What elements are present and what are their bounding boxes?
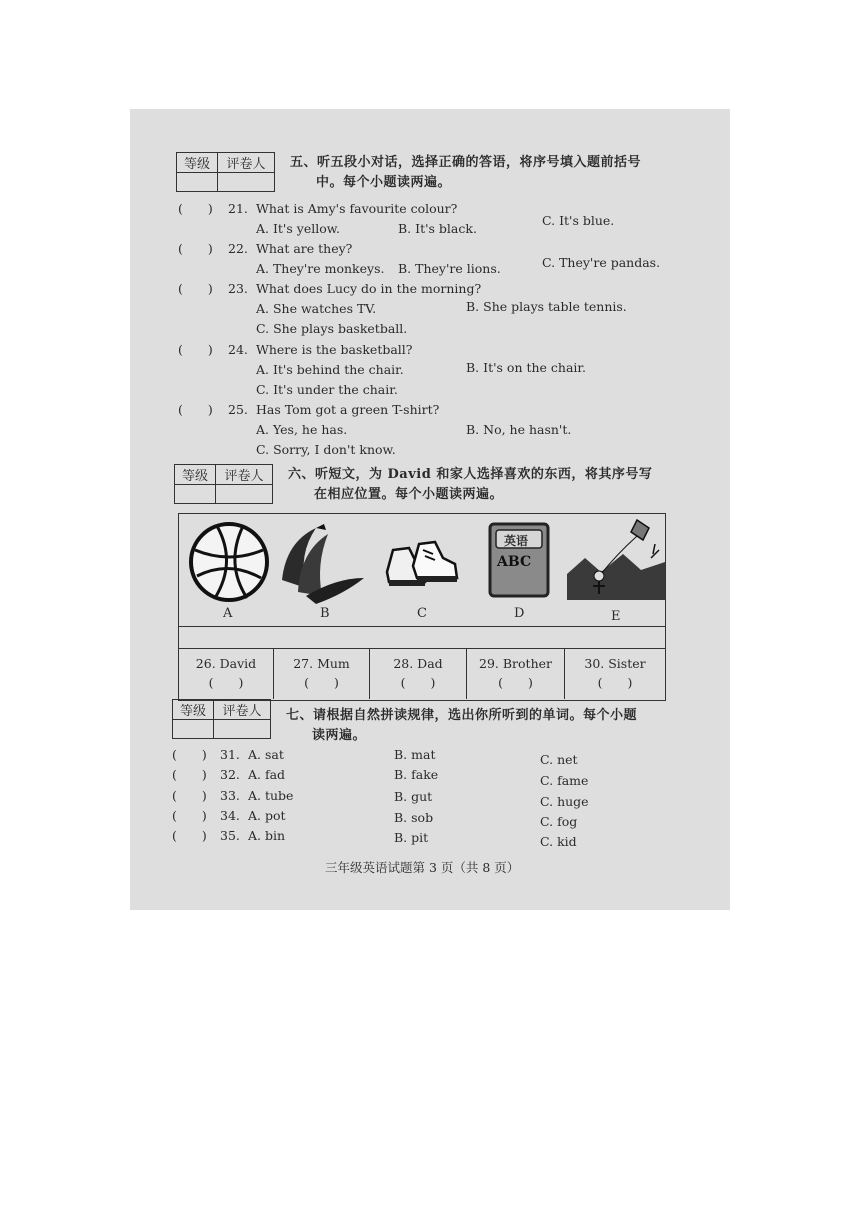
basketball-icon: [187, 520, 271, 604]
grade-box-7: [172, 699, 271, 739]
q22-question: What are they?: [256, 241, 353, 256]
q32-number: 32.: [220, 767, 240, 782]
q34-option-c: C. fog: [540, 814, 578, 829]
shoes-icon: [383, 536, 463, 596]
grade-cell: [175, 485, 216, 504]
q34-number: 34.: [220, 808, 240, 823]
grade-label: 等级: [177, 153, 218, 173]
picture-a: [179, 514, 276, 626]
q23-option-a: A. She watches TV.: [256, 301, 377, 316]
q21-number: 21.: [228, 201, 248, 216]
section7-title: [286, 706, 637, 746]
q31-option-b: B. mat: [394, 747, 436, 762]
family-dad-label: 28. Dad: [393, 656, 443, 671]
picture-table-gap: [179, 626, 665, 649]
grader-cell: [214, 720, 271, 739]
section6-title: [288, 465, 652, 505]
family-sister-label: 30. Sister: [584, 656, 646, 671]
q25-bracket[interactable]: ( ): [178, 402, 213, 417]
q23-option-c: C. She plays basketball.: [256, 321, 408, 336]
section7-title-line2: 读两遍。: [312, 728, 367, 743]
q34-option-a: A. pot: [248, 808, 286, 823]
picture-d: [470, 514, 567, 626]
q25-option-b: B. No, he hasn't.: [466, 422, 572, 437]
q25-option-a: A. Yes, he has.: [256, 422, 348, 437]
q32-option-c: C. fame: [540, 773, 589, 788]
grader-label: 评卷人: [218, 153, 275, 173]
picture-c: [373, 514, 470, 626]
q33-option-b: B. gut: [394, 789, 433, 804]
q23-question: What does Lucy do in the morning?: [256, 281, 482, 296]
book-cover-abc: ABC: [497, 554, 532, 570]
q23-number: 23.: [228, 281, 248, 296]
family-brother-answer[interactable]: ( ): [498, 675, 533, 690]
picture-row: [179, 514, 665, 627]
grade-label: 等级: [173, 700, 214, 720]
q25-option-c: C. Sorry, I don't know.: [256, 442, 396, 457]
q33-number: 33.: [220, 788, 240, 803]
q21-option-c: C. It's blue.: [542, 213, 615, 228]
q35-number: 35.: [220, 828, 240, 843]
page-footer: 三年级英语试题第 3 页（共 8 页）: [325, 860, 520, 875]
q21-question: What is Amy's favourite colour?: [256, 201, 458, 216]
exam-page: [130, 109, 730, 910]
family-sister: [565, 649, 665, 699]
q32-option-b: B. fake: [394, 767, 439, 782]
q21-option-a: A. It's yellow.: [256, 221, 340, 236]
q24-number: 24.: [228, 342, 248, 357]
q33-bracket[interactable]: ( ): [172, 788, 207, 803]
q24-bracket[interactable]: ( ): [178, 342, 213, 357]
q21-bracket[interactable]: ( ): [178, 201, 213, 216]
q31-option-c: C. net: [540, 752, 578, 767]
section5-title-line1: 五、听五段小对话，选择正确的答语，将序号填入题前括号: [290, 155, 642, 170]
grade-cell: [173, 720, 214, 739]
q34-option-b: B. sob: [394, 810, 434, 825]
q35-option-b: B. pit: [394, 830, 429, 845]
section7-title-line1: 七、请根据自然拼读规律，选出你所听到的单词。每个小题: [286, 708, 638, 723]
q24-option-a: A. It's behind the chair.: [256, 362, 404, 377]
picture-table: [178, 513, 666, 701]
picture-b-letter: B: [320, 606, 330, 621]
picture-c-letter: C: [417, 606, 427, 621]
q23-bracket[interactable]: ( ): [178, 281, 213, 296]
picture-e-letter: E: [611, 609, 621, 624]
q22-option-a: A. They're monkeys.: [256, 261, 385, 276]
q35-bracket[interactable]: ( ): [172, 828, 207, 843]
grade-cell: [177, 173, 218, 192]
kite-icon: [567, 514, 665, 606]
q31-bracket[interactable]: ( ): [172, 747, 207, 762]
grade-label: 等级: [175, 465, 216, 485]
family-sister-answer[interactable]: ( ): [597, 675, 633, 690]
q22-bracket[interactable]: ( ): [178, 241, 213, 256]
family-dad: [370, 649, 467, 699]
q24-option-b: B. It's on the chair.: [466, 360, 586, 375]
grade-box-6: [174, 464, 273, 504]
picture-b: [276, 514, 373, 626]
section6-title-line2: 在相应位置。每个小题读两遍。: [314, 487, 504, 502]
grader-label: 评卷人: [214, 700, 271, 720]
family-david: [179, 649, 274, 699]
q31-option-a: A. sat: [248, 747, 284, 762]
q25-number: 25.: [228, 402, 248, 417]
family-mum: [274, 649, 370, 699]
q35-option-a: A. bin: [248, 828, 286, 843]
q34-bracket[interactable]: ( ): [172, 808, 207, 823]
picture-e: [567, 514, 665, 626]
q32-bracket[interactable]: ( ): [172, 767, 207, 782]
q33-option-a: A. tube: [248, 788, 294, 803]
q24-question: Where is the basketball?: [256, 342, 413, 357]
grader-cell: [216, 485, 273, 504]
q35-option-c: C. kid: [540, 834, 577, 849]
q22-option-c: C. They're pandas.: [542, 255, 661, 270]
q24-option-c: C. It's under the chair.: [256, 382, 398, 397]
family-dad-answer[interactable]: ( ): [400, 675, 436, 690]
section6-title-line1: 六、听短文，为 David 和家人选择喜欢的东西，将其序号写: [288, 467, 653, 482]
q21-option-b: B. It's black.: [398, 221, 477, 236]
q31-number: 31.: [220, 747, 240, 762]
picture-d-letter: D: [514, 606, 525, 621]
family-mum-answer[interactable]: ( ): [304, 675, 339, 690]
q22-option-b: B. They're lions.: [398, 261, 501, 276]
bananas-icon: [276, 522, 372, 606]
picture-a-letter: A: [223, 606, 233, 621]
q23-option-b: B. She plays table tennis.: [466, 299, 627, 314]
q32-option-a: A. fad: [248, 767, 286, 782]
book-cover-title: 英语: [504, 534, 529, 548]
q33-option-c: C. huge: [540, 794, 589, 809]
grader-label: 评卷人: [216, 465, 273, 485]
q25-question: Has Tom got a green T-shirt?: [256, 402, 440, 417]
grader-cell: [218, 173, 275, 192]
q22-number: 22.: [228, 241, 248, 256]
family-mum-label: 27. Mum: [293, 656, 350, 671]
family-david-label: 26. David: [195, 656, 257, 671]
section5-title-line2: 中。每个小题读两遍。: [316, 175, 452, 190]
family-david-answer[interactable]: ( ): [208, 675, 244, 690]
family-brother-label: 29. Brother: [479, 656, 552, 671]
family-brother: [467, 649, 565, 699]
grade-box-5: [176, 152, 275, 192]
section5-title: [290, 153, 641, 193]
